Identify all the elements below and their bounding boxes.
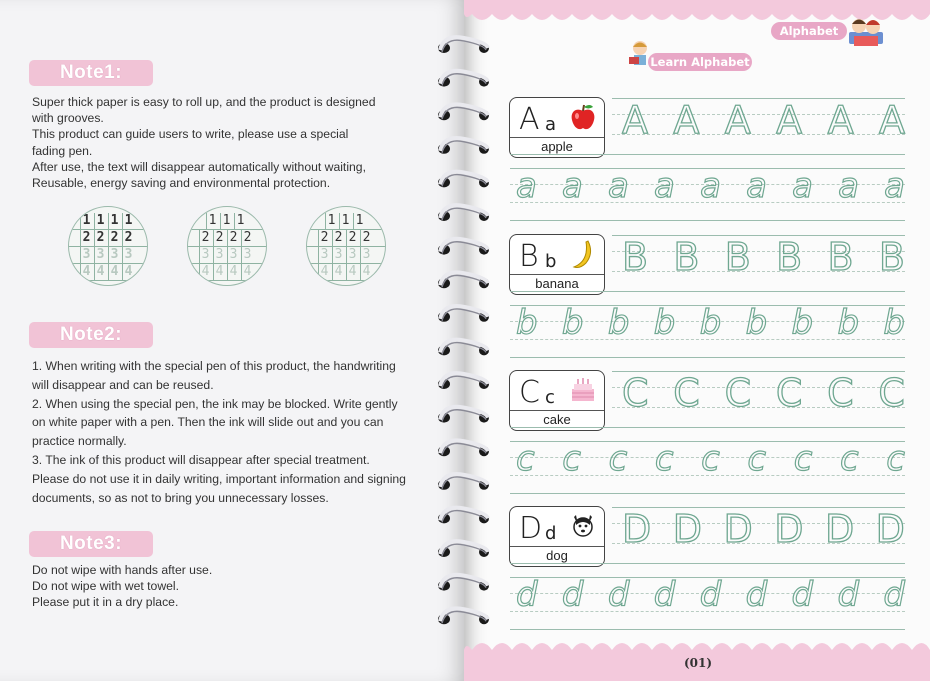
spiral-coil <box>438 138 489 154</box>
upper-trace-letters <box>622 235 905 279</box>
trace-letter[interactable]: b <box>883 303 905 343</box>
trace-letter[interactable]: d <box>607 575 630 615</box>
lower-trace-row <box>510 573 905 635</box>
trace-letter[interactable]: A <box>724 98 751 142</box>
groove-digit: 3 <box>360 247 374 263</box>
letter-word: dog <box>510 546 604 566</box>
trace-letter[interactable]: d <box>791 575 814 615</box>
groove-digit: 3 <box>213 247 227 263</box>
guide-line <box>510 629 905 630</box>
spiral-coil <box>438 172 489 188</box>
note1-title: Note1: <box>29 60 153 86</box>
trace-letter[interactable]: D <box>875 507 905 551</box>
upper-trace-row <box>510 92 905 158</box>
lower-trace-letters <box>516 439 905 479</box>
note1-line: with grooves. <box>32 111 104 126</box>
upper-trace-letters <box>622 507 905 551</box>
spiral-coil <box>438 239 489 255</box>
groove-row <box>307 230 385 247</box>
groove-digit: 4 <box>318 264 332 280</box>
letter-word: banana <box>510 274 604 294</box>
groove-digit: 2 <box>199 230 213 246</box>
trace-letter[interactable]: c <box>793 439 813 479</box>
spiral-coil <box>438 474 489 490</box>
trace-letter[interactable]: B <box>776 235 803 279</box>
groove-digit: 1 <box>325 213 339 229</box>
spiral-coil <box>438 306 489 322</box>
note3-line: Please put it in a dry place. <box>32 595 179 610</box>
trace-letter[interactable]: b <box>699 303 722 343</box>
groove-digit: 2 <box>108 230 122 246</box>
groove-digit: 3 <box>332 247 346 263</box>
spiral-coil <box>438 37 489 53</box>
lower-trace-letters <box>516 575 905 615</box>
groove-row <box>69 230 147 247</box>
trace-letter[interactable]: d <box>516 575 538 615</box>
spiral-coil <box>438 575 489 591</box>
trace-letter[interactable]: d <box>883 575 905 615</box>
trace-letter[interactable]: D <box>824 507 855 551</box>
lower-letter: b <box>545 251 557 272</box>
groove-row <box>69 247 147 264</box>
note3-line: Do not wipe with wet towel. <box>32 579 179 594</box>
groove-digit: 4 <box>360 264 374 280</box>
learn-alphabet-tab: Learn Alphabet <box>648 53 752 71</box>
groove-circle <box>187 206 267 286</box>
groove-digit: 1 <box>220 213 234 229</box>
note1-text <box>32 94 376 191</box>
note2-line: on white paper with a pen. Then the ink will slide out and you can <box>32 415 384 430</box>
spiral-coil <box>438 71 489 87</box>
trace-letter[interactable]: D <box>723 507 753 551</box>
groove-digit: 2 <box>94 230 108 246</box>
groove-row <box>69 213 147 230</box>
upper-trace-letters <box>622 371 905 415</box>
trace-letter[interactable]: c <box>608 439 628 479</box>
upper-trace-row <box>510 365 905 431</box>
lower-trace-letters <box>516 303 905 343</box>
guide-line <box>510 291 905 292</box>
guide-line <box>510 357 905 358</box>
upper-trace-letters <box>622 98 905 142</box>
trace-letter[interactable]: B <box>673 235 700 279</box>
groove-digit: 2 <box>227 230 241 246</box>
groove-digit: 1 <box>94 213 108 229</box>
spiral-coil <box>438 205 489 221</box>
groove-digit: 1 <box>122 213 136 229</box>
trace-letter[interactable]: a <box>608 166 629 206</box>
trace-letter[interactable]: a <box>884 166 905 206</box>
trace-letter[interactable]: A <box>827 98 854 142</box>
trace-letter[interactable]: A <box>622 98 648 142</box>
upper-letter: D <box>519 511 543 546</box>
groove-digit: 4 <box>213 264 227 280</box>
trace-letter[interactable]: c <box>886 439 905 479</box>
groove-digit: 3 <box>241 247 255 263</box>
spiral-coils <box>430 0 500 681</box>
note1-line: Reusable, energy saving and environmental protection. <box>32 176 331 191</box>
trace-letter[interactable]: d <box>699 575 722 615</box>
trace-letter[interactable]: C <box>673 371 700 415</box>
groove-digit: 2 <box>213 230 227 246</box>
groove-digit: 4 <box>199 264 213 280</box>
groove-digit: 4 <box>108 264 122 280</box>
letter-word: apple <box>510 137 604 157</box>
trace-letter[interactable]: b <box>516 303 538 343</box>
groove-digit: 3 <box>346 247 360 263</box>
letter-word: cake <box>510 410 604 430</box>
page-number: (01) <box>684 656 713 670</box>
trace-letter[interactable]: d <box>561 575 584 615</box>
note2-line: documents, so as not to bring you unnecessary losses. <box>32 490 329 505</box>
lower-trace-row <box>510 437 905 499</box>
groove-digit: 2 <box>346 230 360 246</box>
note2-title: Note2: <box>29 322 153 348</box>
trace-letter[interactable]: a <box>838 166 859 206</box>
trace-letter[interactable]: B <box>724 235 751 279</box>
trace-letter[interactable]: a <box>700 166 721 206</box>
trace-letter[interactable]: A <box>878 98 905 142</box>
groove-digit: 4 <box>227 264 241 280</box>
groove-digit: 3 <box>318 247 332 263</box>
guide-line <box>510 220 905 221</box>
groove-circle <box>306 206 386 286</box>
groove-digit: 3 <box>227 247 241 263</box>
trace-letter[interactable]: c <box>747 439 767 479</box>
trace-letter[interactable]: D <box>622 507 652 551</box>
groove-digit: 2 <box>360 230 374 246</box>
trace-letter[interactable]: b <box>791 303 814 343</box>
upper-letter: C <box>519 375 540 410</box>
trace-letter[interactable]: D <box>774 507 804 551</box>
groove-digit: 2 <box>332 230 346 246</box>
trace-letter[interactable]: B <box>622 235 649 279</box>
trace-letter[interactable]: c <box>562 439 581 479</box>
trace-letter[interactable]: C <box>878 371 905 415</box>
groove-digit: 3 <box>122 247 136 263</box>
trace-letter[interactable]: A <box>776 98 803 142</box>
note2-line: 1. When writing with the special pen of this product, the handwriting <box>32 359 396 373</box>
spiral-coil <box>438 608 489 624</box>
trace-letter[interactable]: B <box>827 235 854 279</box>
groove-digit: 4 <box>122 264 136 280</box>
spiral-coil <box>438 508 489 524</box>
guide-line <box>510 563 905 564</box>
kids-reading-illustration <box>849 19 883 46</box>
trace-letter[interactable]: B <box>878 235 905 279</box>
upper-trace-row <box>510 501 905 567</box>
groove-digit: 1 <box>108 213 122 229</box>
groove-digit: 4 <box>80 264 94 280</box>
note2-line: 2. When using the special pen, the ink may be blocked. Write gently <box>32 396 398 411</box>
groove-digit: 4 <box>332 264 346 280</box>
groove-row <box>188 247 266 264</box>
groove-digit: 1 <box>206 213 220 229</box>
spiral-coil <box>438 541 489 557</box>
note2-line: will disappear and can be reused. <box>32 377 214 392</box>
spiral-coil <box>438 440 489 456</box>
note3-line: Do not wipe with hands after use. <box>32 563 213 577</box>
groove-row <box>69 264 147 281</box>
groove-digit: 1 <box>234 213 248 229</box>
guide-line <box>510 493 905 494</box>
trace-letter[interactable]: C <box>827 371 854 415</box>
spiral-coil <box>438 104 489 120</box>
trace-letter[interactable]: c <box>654 439 674 479</box>
spiral-coil <box>438 373 489 389</box>
trace-letter[interactable]: a <box>746 166 767 206</box>
trace-letter[interactable]: a <box>562 166 583 206</box>
note3-title: Note3: <box>29 531 153 557</box>
trace-letter[interactable]: b <box>837 303 860 343</box>
top-scallop-band <box>464 0 930 20</box>
upper-letter: A <box>519 102 540 137</box>
spiral-coil <box>438 272 489 288</box>
upper-trace-row <box>510 229 905 295</box>
note1-line: fading pen. <box>32 143 93 158</box>
note2-text <box>32 357 406 507</box>
groove-digit: 2 <box>241 230 255 246</box>
groove-digit: 1 <box>80 213 94 229</box>
note2-line: practice normally. <box>32 434 127 449</box>
trace-letter[interactable]: d <box>837 575 860 615</box>
lower-letter: a <box>545 114 557 135</box>
lower-trace-letters <box>516 166 905 206</box>
trace-letter[interactable]: a <box>792 166 813 206</box>
spiral-coil <box>438 340 489 356</box>
boy-with-book-illustration <box>629 41 647 65</box>
groove-digit: 3 <box>94 247 108 263</box>
note2-line: Please do not use it in daily writing, important information and signing <box>32 471 406 486</box>
trace-letter[interactable]: b <box>653 303 676 343</box>
groove-digit: 1 <box>353 213 367 229</box>
note1-line: After use, the text will disappear automatically without waiting, <box>32 159 366 174</box>
note1-line: Super thick paper is easy to roll up, and the product is designed <box>32 95 376 109</box>
trace-letter[interactable]: D <box>672 507 702 551</box>
groove-row <box>188 213 266 230</box>
note1-line: This product can guide users to write, please use a special <box>32 127 349 142</box>
groove-row <box>188 230 266 247</box>
trace-letter[interactable]: b <box>561 303 584 343</box>
groove-digit: 3 <box>199 247 213 263</box>
trace-letter[interactable]: c <box>701 439 720 479</box>
groove-digit: 3 <box>80 247 94 263</box>
trace-letter[interactable]: c <box>839 439 859 479</box>
groove-digit: 4 <box>94 264 108 280</box>
guide-line <box>510 154 905 155</box>
trace-letter[interactable]: C <box>622 371 649 415</box>
trace-letter[interactable]: a <box>516 166 537 206</box>
groove-circle <box>68 206 148 286</box>
groove-row <box>307 213 385 230</box>
lower-trace-row <box>510 164 905 226</box>
groove-row <box>307 247 385 264</box>
groove-digit: 3 <box>108 247 122 263</box>
groove-digit: 2 <box>318 230 332 246</box>
note2-line: 3. The ink of this product will disappear after special treatment. <box>32 452 370 467</box>
groove-row <box>188 264 266 281</box>
trace-letter[interactable]: d <box>653 575 676 615</box>
lower-letter: c <box>545 387 555 408</box>
trace-letter[interactable]: A <box>673 98 700 142</box>
guide-line <box>510 427 905 428</box>
upper-letter: B <box>519 239 539 274</box>
groove-digit: 4 <box>241 264 255 280</box>
lower-letter: d <box>545 523 557 544</box>
trace-letter[interactable]: c <box>516 439 535 479</box>
groove-row <box>307 264 385 281</box>
trace-letter[interactable]: a <box>654 166 675 206</box>
trace-letter[interactable]: d <box>745 575 768 615</box>
trace-letter[interactable]: b <box>607 303 630 343</box>
spiral-coil <box>438 407 489 423</box>
trace-letter[interactable]: b <box>745 303 768 343</box>
alphabet-tab: Alphabet <box>771 22 847 40</box>
trace-letter[interactable]: C <box>724 371 752 415</box>
trace-letter[interactable]: C <box>775 371 803 415</box>
groove-digit: 4 <box>346 264 360 280</box>
lower-trace-row <box>510 301 905 363</box>
groove-digit: 2 <box>80 230 94 246</box>
groove-digit: 2 <box>122 230 136 246</box>
groove-digit: 1 <box>339 213 353 229</box>
note3-text <box>32 562 212 611</box>
